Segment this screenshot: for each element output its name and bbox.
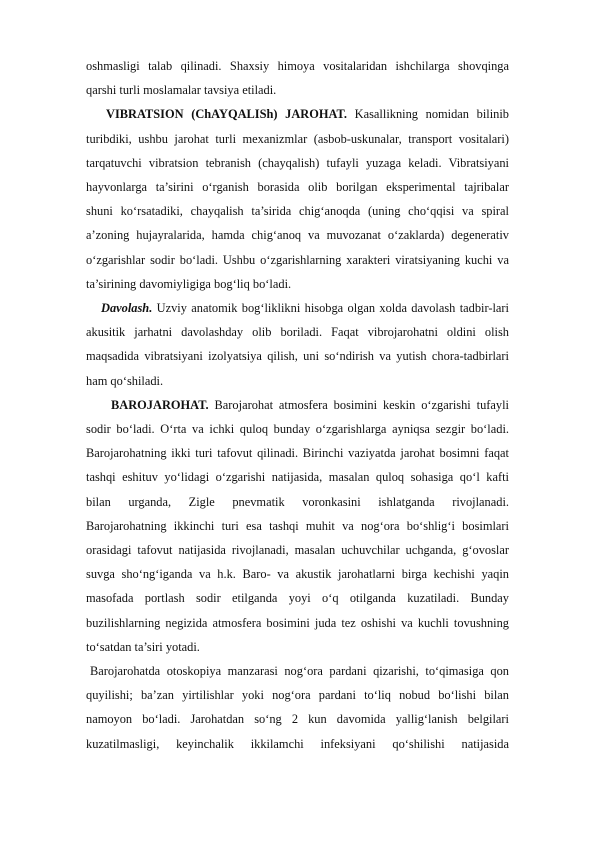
text-line xyxy=(101,300,509,316)
line-text: qarshi turli moslamalar tavsiya etiladi. xyxy=(86,83,277,98)
text-line xyxy=(86,58,509,74)
text-line xyxy=(86,469,509,485)
line-text: Barojarohatning ikkinchi turi esa tashqi muhit va nog‘ora bo‘shlig‘i bosimlari xyxy=(86,518,509,533)
text-line xyxy=(86,518,509,534)
text-line xyxy=(86,373,509,389)
line-text: Uzviy anatomik bog‘liklikni hisobga olgan xolda davolash tadbir-lari xyxy=(152,301,509,315)
line-text: tarqatuvchi vibratsion tebranish (chayqalish) tufayli yuzaga keladi. Vibratsiyani xyxy=(86,155,509,170)
text-line xyxy=(86,615,509,631)
line-text: Barojarohatning ikki turi tafovut qilinadi. Birinchi vaziyatda jarohat bosimni faqat xyxy=(86,446,509,461)
text-line xyxy=(90,663,509,679)
line-text: maqsadida vibratsiyani izolyatsiya qilish, uni so‘ndirish va yutish chora-tadbirlari xyxy=(86,349,509,364)
text-line xyxy=(111,397,509,413)
text-line xyxy=(86,82,509,98)
text-line xyxy=(86,639,509,655)
line-text: ta’sirining davomiyligiga bog‘liq bo‘ladi. xyxy=(86,276,292,291)
line-text: Barojarohat atmosfera bosimini keskin o‘zgarishi tufayli xyxy=(208,397,509,412)
text-line xyxy=(86,203,509,219)
line-text: namoyon bo‘ladi. Jarohatdan so‘ng 2 kun davomida yallig‘lanish belgilari xyxy=(86,712,509,727)
line-text: sodir bo‘ladi. O‘rta va ichki quloq bunday o‘zgarishlarga ayniqsa sezgir bo‘ladi. xyxy=(86,422,509,436)
line-text: masofada portlash sodir etilganda yoyi o‘q otilganda kuzatiladi. Bunday xyxy=(86,591,509,606)
text-line xyxy=(86,324,509,340)
text-line xyxy=(86,131,509,147)
text-line xyxy=(86,736,509,752)
section-heading: BAROJAROHAT. xyxy=(111,397,209,412)
text-line xyxy=(86,566,509,582)
line-text: orasidagi tafovut natijasida rivojlanadi, masalan uchuvchilar uchganda, g‘ovoslar xyxy=(86,543,509,557)
line-text: quyilishi; ba’zan yirtilishlar yoki nog‘ora pardani to‘liq nobud bo‘lishi bilan xyxy=(86,688,509,703)
line-text: o‘zgarishlar sodir bo‘ladi. Ushbu o‘zgarishlarning xarakteri viratsiyaning kuchi va xyxy=(86,252,509,267)
line-text: ham qo‘shiladi. xyxy=(86,373,164,388)
text-line xyxy=(86,711,509,727)
line-text: buzilishlarning negizida atmosfera bosimini juda tez oshishi va kuchli tovushning xyxy=(86,615,509,630)
subsection-heading: Davolash. xyxy=(101,301,153,315)
line-text: Barojarohatda otoskopiya manzarasi nog‘ora pardani qizarishi, to‘qimasiga qon xyxy=(90,664,509,678)
text-line xyxy=(86,687,509,703)
line-text: tashqi eshituv yo‘lidagi o‘zgarishi natijasida, masalan quloq sohasiga qo‘l kafti xyxy=(86,470,509,485)
line-text: to‘satdan ta’siri yotadi. xyxy=(86,639,200,654)
text-line xyxy=(86,590,509,606)
text-line xyxy=(86,348,509,364)
line-text: kuzatilmasligi, keyinchalik ikkilamchi infeksiyani qo‘shilishi natijasida xyxy=(86,736,509,751)
text-line xyxy=(86,155,509,171)
line-text: hayvonlarga ta’sirini o‘rganish borasida olib borilgan eksperimental tajribalar xyxy=(86,180,509,194)
text-line xyxy=(86,421,509,437)
line-text: akusitik jarhatni davolashday olib boriladi. Faqat vibrojarohatni oldini olish xyxy=(86,325,509,340)
text-line xyxy=(86,227,509,243)
text-line xyxy=(86,252,509,268)
text-line xyxy=(86,276,509,292)
section-heading: VIBRATSION (ChAYQALISh) JAROHAT. xyxy=(106,107,348,122)
text-line xyxy=(86,542,509,558)
line-text: turibdiki, ushbu jarohat turli mexanizmlar (asbob-uskunalar, transport vositalari) xyxy=(86,131,509,146)
line-text: oshmasligi talab qilinadi. Shaxsiy himoya vositalaridan ishchilarga shovqinga xyxy=(86,59,509,73)
text-line xyxy=(86,179,509,195)
text-line xyxy=(86,445,509,461)
line-text: suvga sho‘ng‘iganda va h.k. Baro- va akustik jarohatlarni birga kechishi yaqin xyxy=(86,567,509,582)
line-text: a’zoning hujayralarida, hamda chig‘anoq va muvozanat o‘zaklarda) degenerativ xyxy=(86,228,509,243)
line-text: shuni ko‘rsatadiki, chayqalish ta’sirida chig‘anoqda (uning cho‘qqisi va spiral xyxy=(86,204,509,219)
line-text: Kasallikning nomidan bilinib xyxy=(347,107,509,122)
text-line xyxy=(86,494,509,510)
text-line xyxy=(106,106,509,122)
line-text: bilan urganda, Zigle pnevmatik voronkasini ishlatganda rivojlanadi. xyxy=(86,494,509,509)
